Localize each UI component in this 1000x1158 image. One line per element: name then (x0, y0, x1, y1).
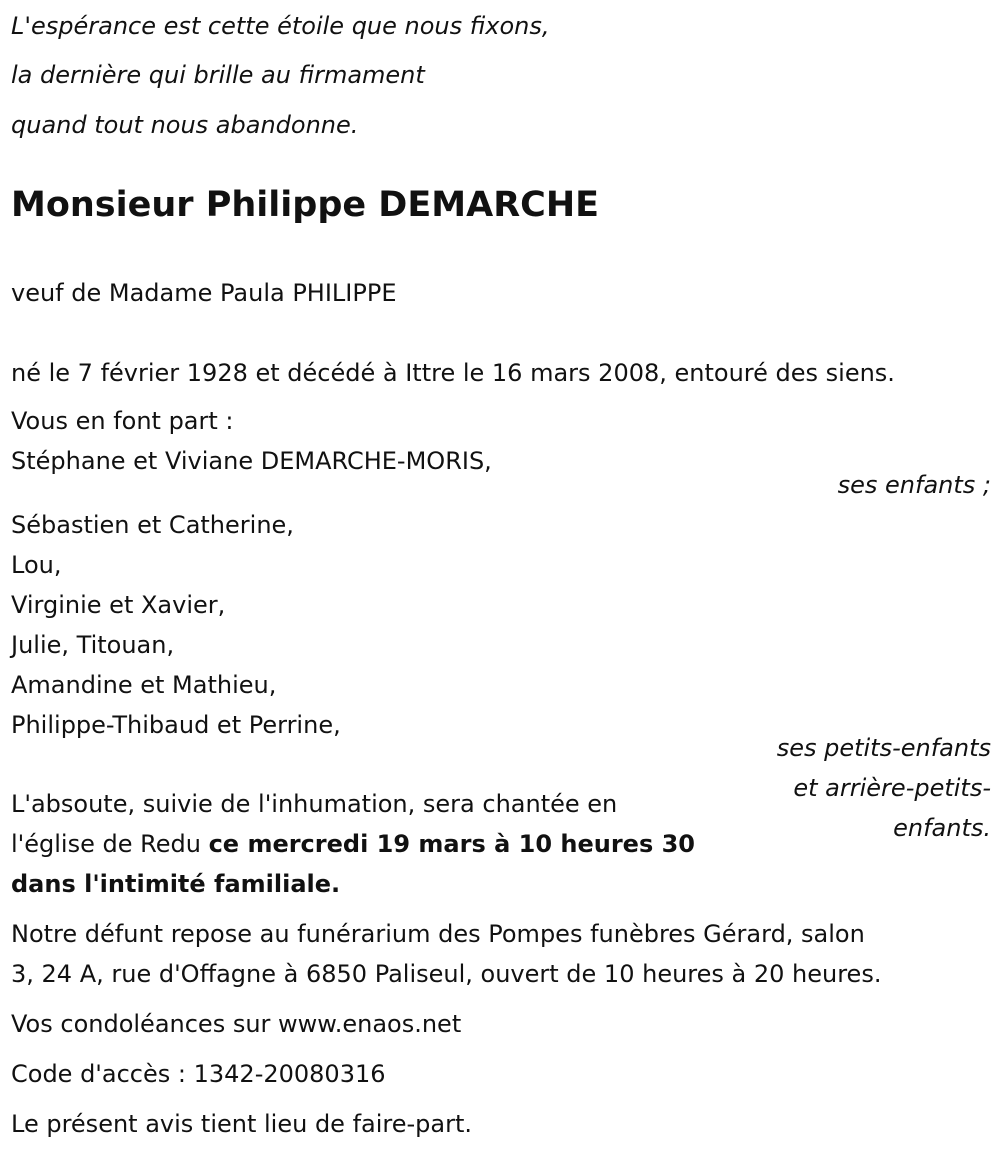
grandchild-line-3: Virginie et Xavier, (11, 591, 226, 619)
ceremony-datetime: ce mercredi 19 mars à 10 heures 30 (208, 830, 695, 858)
grandchild-line-4: Julie, Titouan, (11, 631, 175, 659)
grandchild-line-6: Philippe-Thibaud et Perrine, (11, 711, 341, 739)
ceremony-line-2 (11, 824, 695, 864)
poem-line-3: quand tout nous abandonne. (11, 111, 359, 139)
poem-line-1: L'espérance est cette étoile que nous fixons, (11, 12, 550, 40)
ceremony-place: l'église de Redu (11, 830, 209, 858)
access-code-line: Code d'accès : 1342-20080316 (11, 1060, 386, 1088)
ceremony-line-3 (11, 864, 340, 904)
grandchildren-label-1: ses petits-enfants (776, 734, 991, 762)
birth-death-line: né le 7 février 1928 et décédé à Ittre le 16 mars 2008, entouré des siens. (11, 359, 895, 387)
grandchild-line-2: Lou, (11, 551, 62, 579)
grandchildren-label-2: et arrière-petits- (793, 774, 991, 802)
condolences-line: Vos condoléances sur www.enaos.net (11, 1010, 462, 1038)
funeral-home-line-2: 3, 24 A, rue d'Offagne à 6850 Paliseul, ouvert de 10 heures à 20 heures. (11, 960, 882, 988)
grandchild-line-5: Amandine et Mathieu, (11, 671, 277, 699)
widower-line: veuf de Madame Paula PHILIPPE (11, 279, 397, 307)
notice-line: Le présent avis tient lieu de faire-part. (11, 1110, 473, 1138)
deceased-name: Monsieur Philippe DEMARCHE (11, 185, 600, 225)
grandchild-line-1: Sébastien et Catherine, (11, 511, 294, 539)
announce-intro: Vous en font part : (11, 407, 234, 435)
ceremony-privacy: dans l'intimité familiale. (11, 870, 341, 898)
children-label: ses enfants ; (837, 471, 991, 499)
funeral-home-line-1: Notre défunt repose au funérarium des Pompes funèbres Gérard, salon (11, 920, 865, 948)
poem-line-2: la dernière qui brille au firmament (11, 61, 425, 89)
ceremony-line-1: L'absoute, suivie de l'inhumation, sera chantée en (11, 790, 618, 818)
children-line: Stéphane et Viviane DEMARCHE-MORIS, (11, 447, 492, 475)
grandchildren-label-3: enfants. (893, 814, 991, 842)
